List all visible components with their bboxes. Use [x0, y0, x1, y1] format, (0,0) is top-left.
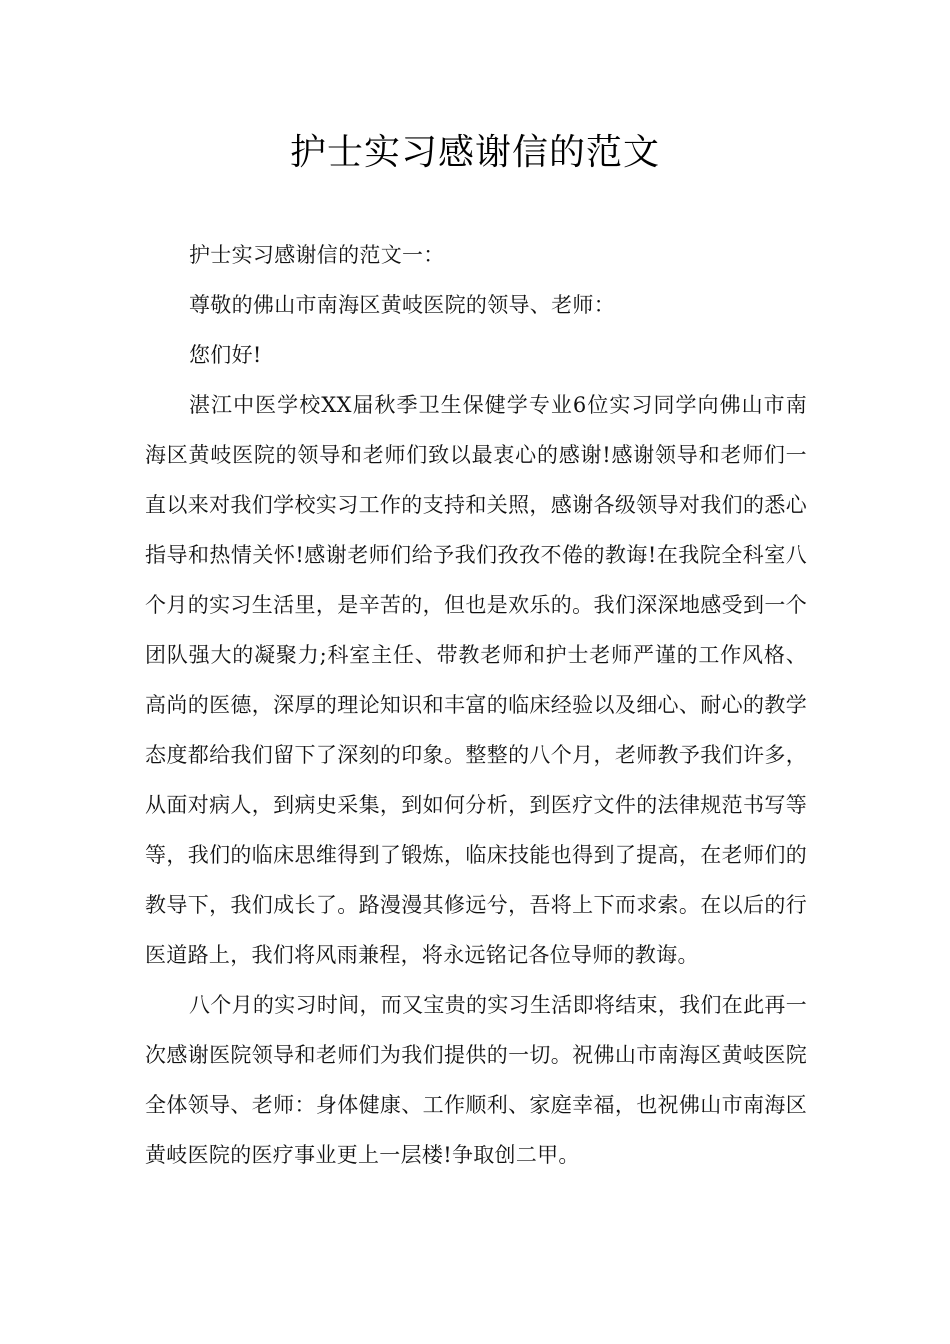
paragraph-salutation: 尊敬的佛山市南海区黄岐医院的领导、老师： [189, 293, 615, 317]
paragraph-heading: 护士实习感谢信的范文一： [189, 243, 445, 267]
document-title: 护士实习感谢信的范文 [289, 132, 660, 173]
paragraph-greeting: 您们好! [189, 343, 262, 367]
paragraph-main: 湛江中医学校XX届秋季卫生保健学专业6位实习同学向佛山市南海区黄岐医院的领导和老师们致以最衷心的感谢!感谢领导和老师们一直以来对我们学校实习工作的支持和关照，感谢各级领导对我们的悉心指导和热情关怀!感谢老师们给予我们孜孜不倦的教诲!在我院全科室八个月的实习生活里，是辛苦的，但也是欢乐的。我们深深地感受到一个团队强大的凝聚力;科室主任、带教老师和护士老师严谨的工作风格、高尚的医德，深厚的理论知识和丰富的临床经验以及细心、耐心的教学态度都给我们留下了深刻的印象。整整的八个月，老师教予我们许多，从面对病人，到病史采集，到如何分析，到医疗文件的法律规范书写等等，我们的临床思维得到了锻炼，临床技能也得到了提高，在老师们的教导下，我们成长了。路漫漫其修远兮，吾将上下而求索。在以后的行医道路上，我们将风雨兼程，将永远铭记各位导师的教诲。 [145, 393, 807, 967]
paragraph-closing: 八个月的实习时间，而又宝贵的实习生活即将结束，我们在此再一次感谢医院领导和老师们为我们提供的一切。祝佛山市南海区黄岐医院全体领导、老师：身体健康、工作顺利、家庭幸福，也祝佛山市南海区黄岐医院的医疗事业更上一层楼!争取创二甲。 [145, 993, 807, 1167]
document-body [145, 230, 807, 1180]
